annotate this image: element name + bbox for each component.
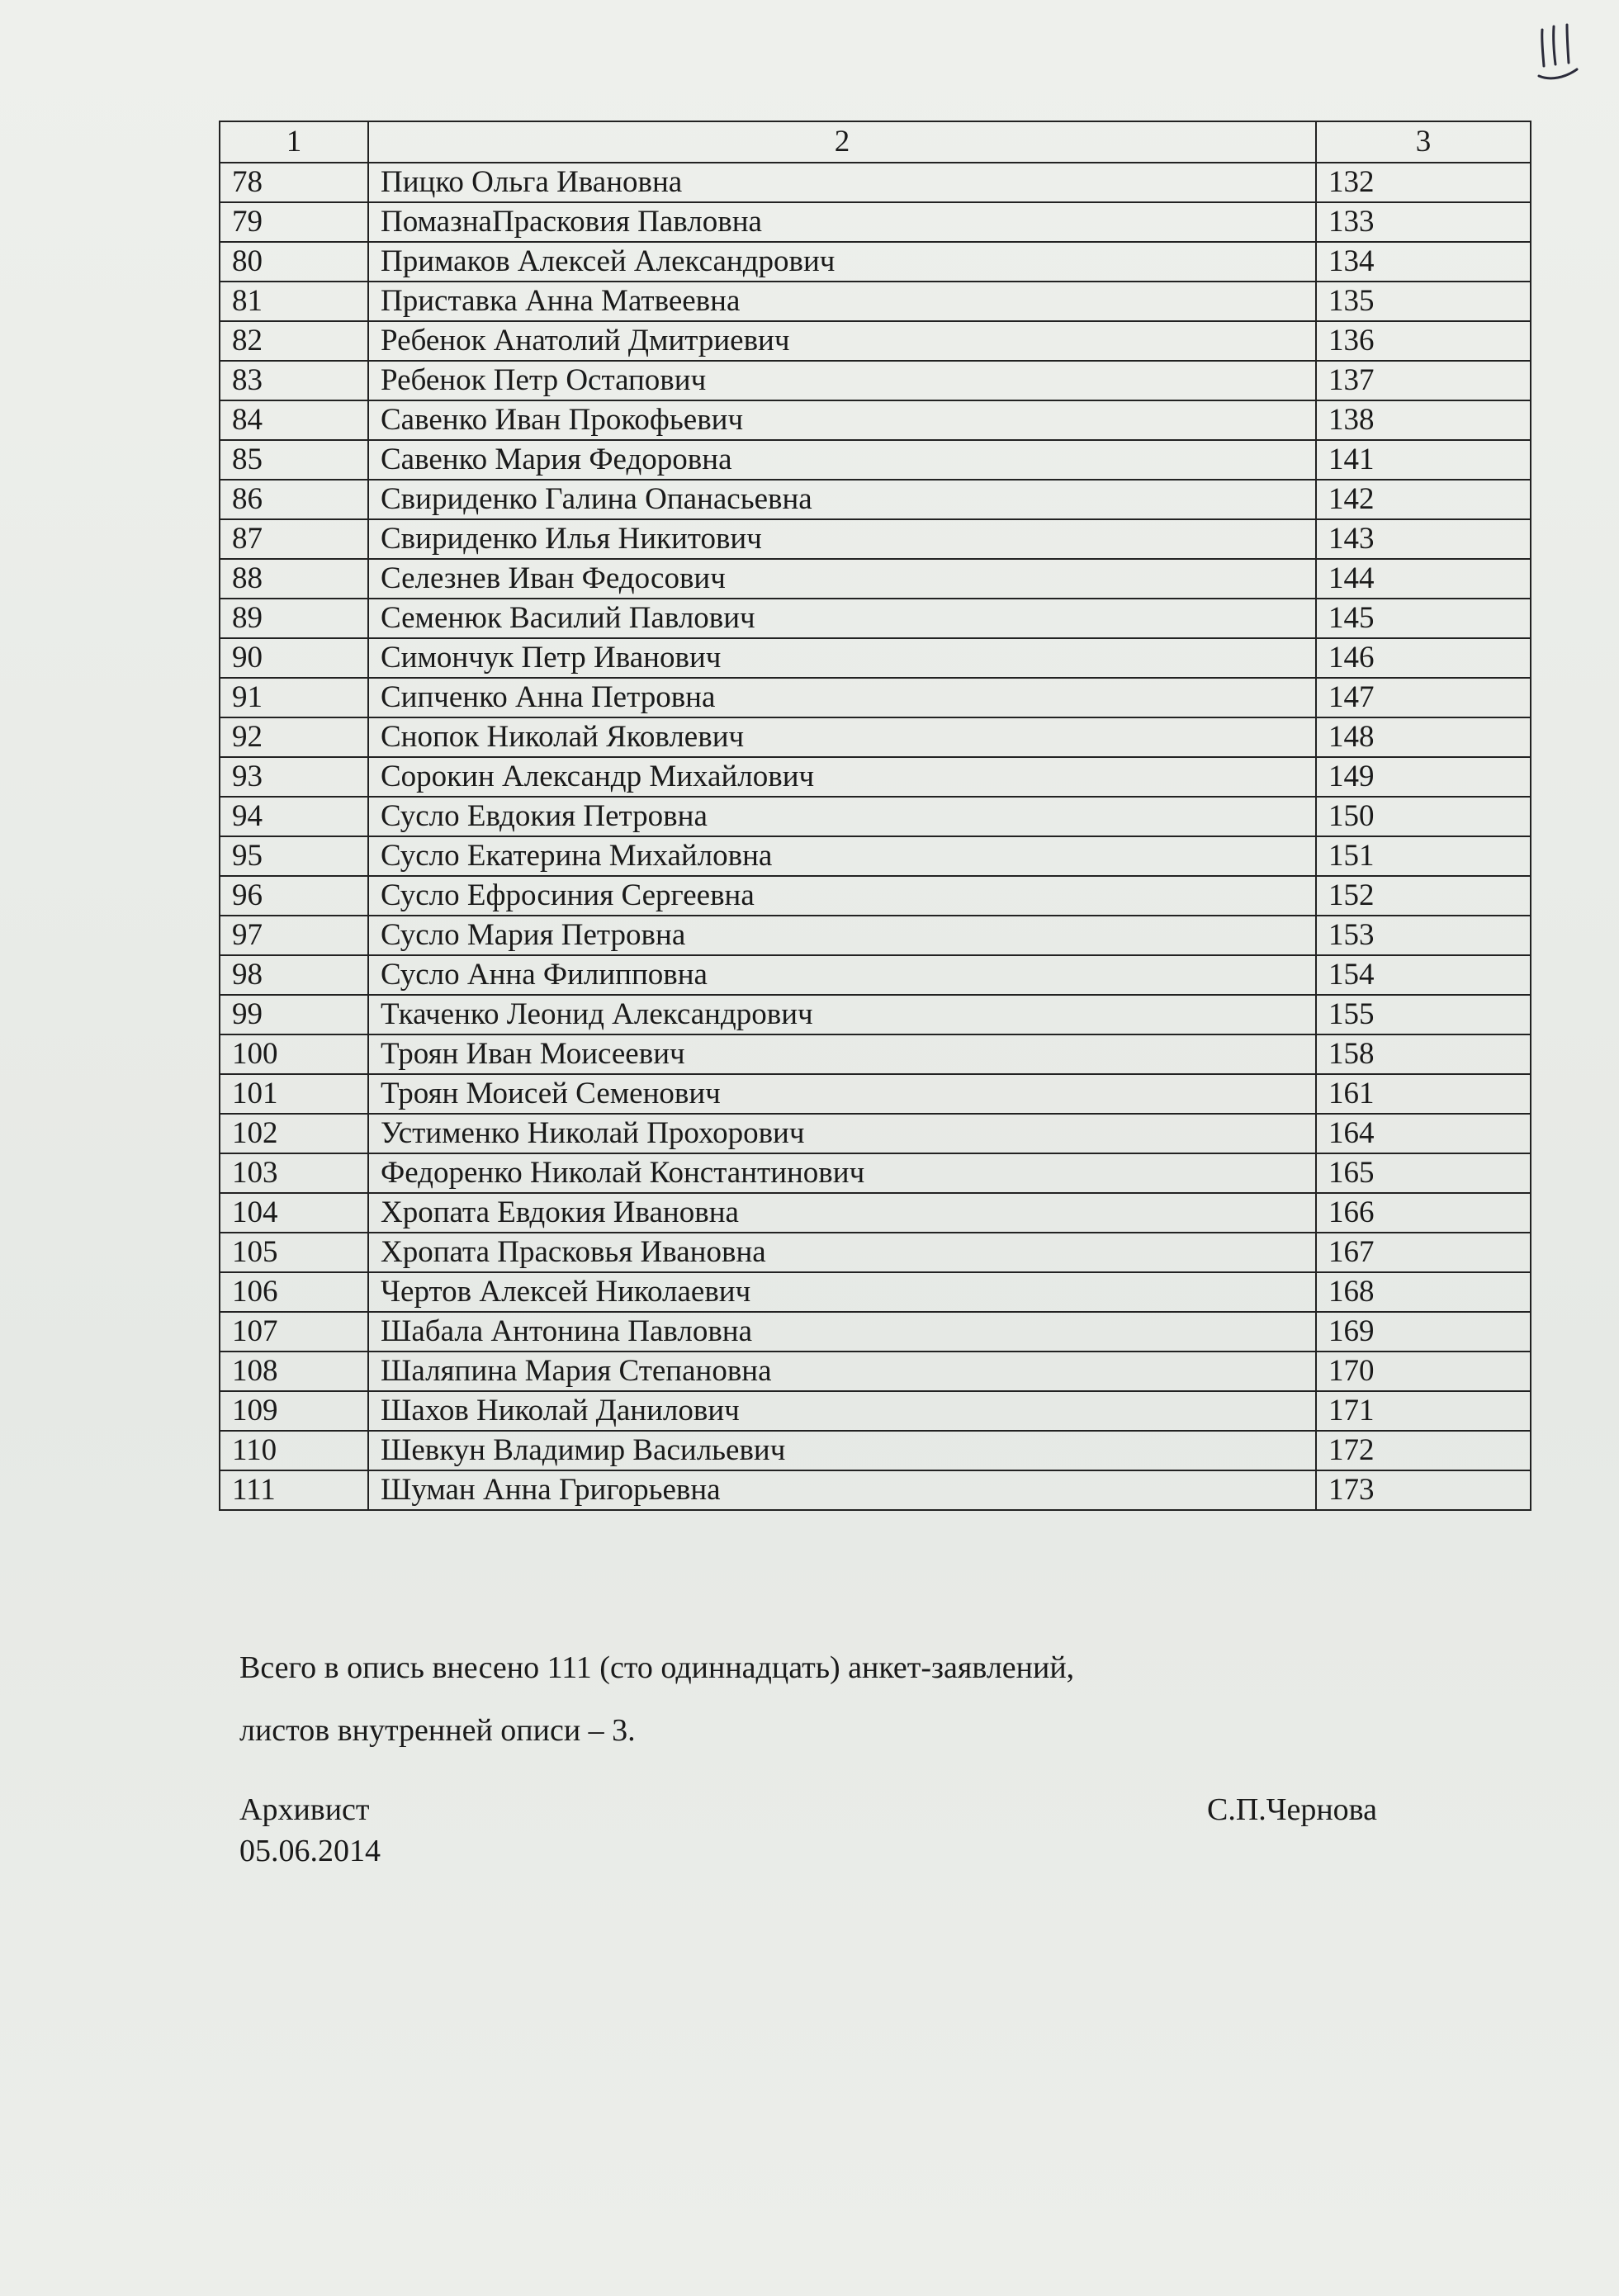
table-row <box>220 163 1531 202</box>
row-page-cell: 143 <box>1316 519 1531 559</box>
row-number-cell: 81 <box>220 282 368 321</box>
table-row <box>220 717 1531 757</box>
row-name-cell: Сусло Ефросиния Сергеевна <box>368 876 1316 916</box>
table-row <box>220 916 1531 955</box>
row-name-cell: Примаков Алексей Александрович <box>368 242 1316 282</box>
row-number-cell: 106 <box>220 1272 368 1312</box>
row-page-cell: 142 <box>1316 480 1531 519</box>
row-name-cell: Сипченко Анна Петровна <box>368 678 1316 717</box>
row-name-cell: Семенюк Василий Павлович <box>368 599 1316 638</box>
signature-date: 05.06.2014 <box>239 1834 381 1868</box>
row-page-cell: 152 <box>1316 876 1531 916</box>
table-row <box>220 955 1531 995</box>
row-name-cell: Савенко Иван Прокофьевич <box>368 400 1316 440</box>
row-name-cell: Троян Моисей Семенович <box>368 1074 1316 1114</box>
row-number-cell: 95 <box>220 836 368 876</box>
row-number-cell: 79 <box>220 202 368 242</box>
table-row <box>220 1193 1531 1233</box>
row-name-cell: Ткаченко Леонид Александрович <box>368 995 1316 1034</box>
table-row <box>220 480 1531 519</box>
row-name-cell: Савенко Мария Федоровна <box>368 440 1316 480</box>
row-page-cell: 155 <box>1316 995 1531 1034</box>
row-page-cell: 169 <box>1316 1312 1531 1352</box>
table-row <box>220 1233 1531 1272</box>
row-page-cell: 167 <box>1316 1233 1531 1272</box>
row-number-cell: 105 <box>220 1233 368 1272</box>
row-name-cell: Шахов Николай Данилович <box>368 1391 1316 1431</box>
table-row <box>220 1074 1531 1114</box>
row-name-cell: Ребенок Анатолий Дмитриевич <box>368 321 1316 361</box>
row-page-cell: 161 <box>1316 1074 1531 1114</box>
row-page-cell: 136 <box>1316 321 1531 361</box>
table-row <box>220 876 1531 916</box>
row-page-cell: 173 <box>1316 1470 1531 1510</box>
row-name-cell: Пицко Ольга Ивановна <box>368 163 1316 202</box>
row-name-cell: Селезнев Иван Федосович <box>368 559 1316 599</box>
row-name-cell: Приставка Анна Матвеевна <box>368 282 1316 321</box>
table-row <box>220 440 1531 480</box>
row-page-cell: 158 <box>1316 1034 1531 1074</box>
row-number-cell: 84 <box>220 400 368 440</box>
table-row <box>220 995 1531 1034</box>
table-row <box>220 400 1531 440</box>
header-col-1: 1 <box>220 121 368 163</box>
header-col-2: 2 <box>368 121 1316 163</box>
row-name-cell: Шабала Антонина Павловна <box>368 1312 1316 1352</box>
row-number-cell: 92 <box>220 717 368 757</box>
row-name-cell: Сусло Евдокия Петровна <box>368 797 1316 836</box>
row-number-cell: 89 <box>220 599 368 638</box>
table-row <box>220 757 1531 797</box>
row-number-cell: 85 <box>220 440 368 480</box>
row-name-cell: Симончук Петр Иванович <box>368 638 1316 678</box>
table-row <box>220 202 1531 242</box>
handwritten-folio-number <box>1534 23 1592 89</box>
table-row <box>220 638 1531 678</box>
row-page-cell: 141 <box>1316 440 1531 480</box>
row-name-cell: Сусло Мария Петровна <box>368 916 1316 955</box>
row-name-cell: Сорокин Александр Михайлович <box>368 757 1316 797</box>
row-number-cell: 91 <box>220 678 368 717</box>
row-number-cell: 99 <box>220 995 368 1034</box>
row-number-cell: 108 <box>220 1352 368 1391</box>
row-name-cell: Сусло Екатерина Михайловна <box>368 836 1316 876</box>
table-row <box>220 1431 1531 1470</box>
table-row <box>220 1114 1531 1153</box>
table-row <box>220 1272 1531 1312</box>
row-name-cell: Ребенок Петр Остапович <box>368 361 1316 400</box>
row-page-cell: 165 <box>1316 1153 1531 1193</box>
row-number-cell: 94 <box>220 797 368 836</box>
row-name-cell: Снопок Николай Яковлевич <box>368 717 1316 757</box>
summary-total-line: Всего в опись внесено 111 (сто одиннадцать) анкет-заявлений, <box>239 1650 1075 1685</box>
row-page-cell: 144 <box>1316 559 1531 599</box>
row-number-cell: 104 <box>220 1193 368 1233</box>
row-page-cell: 151 <box>1316 836 1531 876</box>
row-name-cell: Сусло Анна Филипповна <box>368 955 1316 995</box>
row-number-cell: 86 <box>220 480 368 519</box>
row-name-cell: Хропата Евдокия Ивановна <box>368 1193 1316 1233</box>
signatory-name: С.П.Чернова <box>1207 1792 1377 1827</box>
row-number-cell: 101 <box>220 1074 368 1114</box>
table-row <box>220 836 1531 876</box>
table-row <box>220 321 1531 361</box>
row-page-cell: 150 <box>1316 797 1531 836</box>
table-row <box>220 361 1531 400</box>
row-page-cell: 149 <box>1316 757 1531 797</box>
row-name-cell: Устименко Николай Прохорович <box>368 1114 1316 1153</box>
row-page-cell: 137 <box>1316 361 1531 400</box>
table-row <box>220 1391 1531 1431</box>
row-number-cell: 82 <box>220 321 368 361</box>
row-number-cell: 98 <box>220 955 368 995</box>
row-number-cell: 83 <box>220 361 368 400</box>
row-name-cell: Шевкун Владимир Васильевич <box>368 1431 1316 1470</box>
header-col-3: 3 <box>1316 121 1531 163</box>
row-number-cell: 90 <box>220 638 368 678</box>
table-row <box>220 1153 1531 1193</box>
row-name-cell: Троян Иван Моисеевич <box>368 1034 1316 1074</box>
table-row <box>220 559 1531 599</box>
row-page-cell: 170 <box>1316 1352 1531 1391</box>
row-page-cell: 135 <box>1316 282 1531 321</box>
row-number-cell: 97 <box>220 916 368 955</box>
row-page-cell: 172 <box>1316 1431 1531 1470</box>
row-name-cell: Свириденко Илья Никитович <box>368 519 1316 559</box>
row-name-cell: Свириденко Галина Опанасьевна <box>368 480 1316 519</box>
table-header-row <box>220 121 1531 163</box>
row-name-cell: Шуман Анна Григорьевна <box>368 1470 1316 1510</box>
row-number-cell: 103 <box>220 1153 368 1193</box>
row-number-cell: 88 <box>220 559 368 599</box>
row-page-cell: 133 <box>1316 202 1531 242</box>
row-name-cell: Чертов Алексей Николаевич <box>368 1272 1316 1312</box>
row-number-cell: 107 <box>220 1312 368 1352</box>
table-row <box>220 678 1531 717</box>
table-row <box>220 1312 1531 1352</box>
row-number-cell: 87 <box>220 519 368 559</box>
row-page-cell: 145 <box>1316 599 1531 638</box>
row-page-cell: 147 <box>1316 678 1531 717</box>
row-page-cell: 153 <box>1316 916 1531 955</box>
row-number-cell: 80 <box>220 242 368 282</box>
table-row <box>220 599 1531 638</box>
row-page-cell: 154 <box>1316 955 1531 995</box>
row-page-cell: 148 <box>1316 717 1531 757</box>
row-number-cell: 96 <box>220 876 368 916</box>
row-name-cell: ПомазнаПрасковия Павловна <box>368 202 1316 242</box>
row-number-cell: 102 <box>220 1114 368 1153</box>
table-row <box>220 242 1531 282</box>
row-page-cell: 134 <box>1316 242 1531 282</box>
table-row <box>220 1470 1531 1510</box>
row-page-cell: 171 <box>1316 1391 1531 1431</box>
row-name-cell: Шаляпина Мария Степановна <box>368 1352 1316 1391</box>
row-number-cell: 111 <box>220 1470 368 1510</box>
table-row <box>220 797 1531 836</box>
table-row <box>220 1352 1531 1391</box>
row-page-cell: 164 <box>1316 1114 1531 1153</box>
table-row <box>220 282 1531 321</box>
row-number-cell: 100 <box>220 1034 368 1074</box>
table-row <box>220 519 1531 559</box>
row-page-cell: 138 <box>1316 400 1531 440</box>
table-row <box>220 1034 1531 1074</box>
row-page-cell: 146 <box>1316 638 1531 678</box>
inventory-table <box>219 121 1531 1511</box>
row-name-cell: Хропата Прасковья Ивановна <box>368 1233 1316 1272</box>
row-number-cell: 109 <box>220 1391 368 1431</box>
summary-sheets-line: листов внутренней описи – 3. <box>239 1713 636 1748</box>
signatory-role: Архивист <box>239 1792 370 1827</box>
row-page-cell: 132 <box>1316 163 1531 202</box>
row-page-cell: 166 <box>1316 1193 1531 1233</box>
row-number-cell: 78 <box>220 163 368 202</box>
row-name-cell: Федоренко Николай Константинович <box>368 1153 1316 1193</box>
row-number-cell: 110 <box>220 1431 368 1470</box>
row-page-cell: 168 <box>1316 1272 1531 1312</box>
row-number-cell: 93 <box>220 757 368 797</box>
